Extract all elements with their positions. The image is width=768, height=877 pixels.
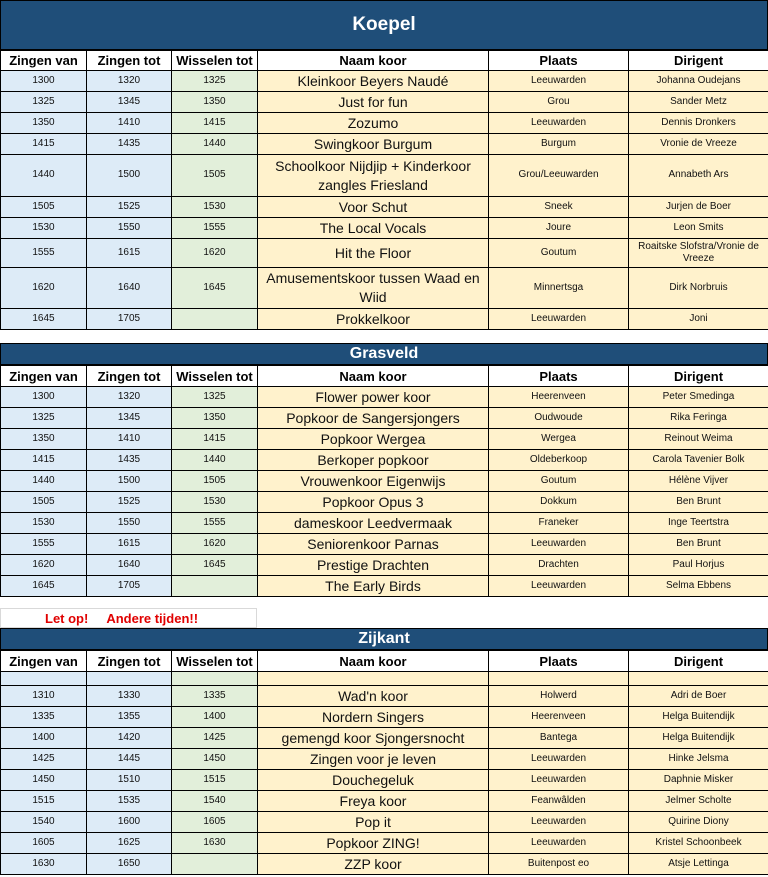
conductor-cell: Helga Buitendijk bbox=[629, 707, 768, 728]
section-grasveld bbox=[0, 343, 768, 597]
choir-name-cell: Pop it bbox=[258, 812, 489, 833]
conductor-cell: Joni bbox=[629, 309, 768, 330]
location-cell: Leeuwarden bbox=[489, 812, 629, 833]
end-time-cell: 1535 bbox=[87, 791, 172, 812]
table-row bbox=[1, 812, 768, 833]
start-time-cell: 1440 bbox=[1, 155, 87, 197]
choir-name-cell: Vrouwenkoor Eigenwijs bbox=[258, 471, 489, 492]
end-time-cell bbox=[87, 672, 172, 686]
header-row bbox=[1, 366, 768, 387]
choir-name-cell: ZZP koor bbox=[258, 854, 489, 875]
conductor-cell: Carola Tavenier Bolk bbox=[629, 450, 768, 471]
table-row bbox=[1, 387, 768, 408]
end-time-cell: 1705 bbox=[87, 576, 172, 597]
switch-time-cell: 1440 bbox=[172, 450, 258, 471]
choir-name-cell: Popkoor Opus 3 bbox=[258, 492, 489, 513]
column-header: Plaats bbox=[489, 51, 629, 71]
conductor-cell: Jelmer Scholte bbox=[629, 791, 768, 812]
location-cell: Leeuwarden bbox=[489, 749, 629, 770]
start-time-cell: 1400 bbox=[1, 728, 87, 749]
end-time-cell: 1640 bbox=[87, 268, 172, 309]
location-cell: Minnertsga bbox=[489, 268, 629, 309]
conductor-cell: Roaitske Slofstra/Vronie de Vreeze bbox=[629, 239, 768, 268]
table-row bbox=[1, 450, 768, 471]
switch-time-cell: 1440 bbox=[172, 134, 258, 155]
location-cell: Grou/Leeuwarden bbox=[489, 155, 629, 197]
conductor-cell: Ben Brunt bbox=[629, 492, 768, 513]
end-time-cell: 1420 bbox=[87, 728, 172, 749]
conductor-cell: Jurjen de Boer bbox=[629, 197, 768, 218]
conductor-cell: Dirk Norbruis bbox=[629, 268, 768, 309]
conductor-cell: Paul Horjus bbox=[629, 555, 768, 576]
column-header: Plaats bbox=[489, 366, 629, 387]
conductor-cell: Reinout Weima bbox=[629, 429, 768, 450]
location-cell: Goutum bbox=[489, 471, 629, 492]
end-time-cell: 1410 bbox=[87, 429, 172, 450]
schedule-table bbox=[0, 365, 768, 597]
switch-time-cell: 1555 bbox=[172, 218, 258, 239]
conductor-cell: Inge Teertstra bbox=[629, 513, 768, 534]
choir-name-cell: Popkoor Wergea bbox=[258, 429, 489, 450]
location-cell: Leeuwarden bbox=[489, 113, 629, 134]
start-time-cell: 1605 bbox=[1, 833, 87, 854]
start-time-cell: 1300 bbox=[1, 387, 87, 408]
start-time-cell: 1425 bbox=[1, 749, 87, 770]
location-cell: Feanwâlden bbox=[489, 791, 629, 812]
section-koepel bbox=[0, 0, 768, 330]
end-time-cell: 1355 bbox=[87, 707, 172, 728]
location-cell bbox=[489, 672, 629, 686]
choir-name-cell: Flower power koor bbox=[258, 387, 489, 408]
location-cell: Grou bbox=[489, 92, 629, 113]
choir-name-cell: Prestige Drachten bbox=[258, 555, 489, 576]
location-cell: Leeuwarden bbox=[489, 309, 629, 330]
switch-time-cell: 1325 bbox=[172, 71, 258, 92]
table-row bbox=[1, 113, 768, 134]
table-row bbox=[1, 749, 768, 770]
choir-name-cell: Nordern Singers bbox=[258, 707, 489, 728]
conductor-cell: Peter Smedinga bbox=[629, 387, 768, 408]
end-time-cell: 1705 bbox=[87, 309, 172, 330]
switch-time-cell: 1530 bbox=[172, 492, 258, 513]
conductor-cell: Hélène Vijver bbox=[629, 471, 768, 492]
choir-name-cell: Schoolkoor Nijdjip + Kinderkoor zangles Friesland bbox=[258, 155, 489, 197]
start-time-cell: 1620 bbox=[1, 268, 87, 309]
section-zijkant bbox=[0, 628, 768, 875]
start-time-cell: 1440 bbox=[1, 471, 87, 492]
end-time-cell: 1410 bbox=[87, 113, 172, 134]
start-time-cell: 1645 bbox=[1, 576, 87, 597]
end-time-cell: 1445 bbox=[87, 749, 172, 770]
start-time-cell: 1335 bbox=[1, 707, 87, 728]
switch-time-cell: 1505 bbox=[172, 471, 258, 492]
conductor-cell: Annabeth Ars bbox=[629, 155, 768, 197]
location-cell: Leeuwarden bbox=[489, 770, 629, 791]
conductor-cell: Ben Brunt bbox=[629, 534, 768, 555]
choir-name-cell: The Local Vocals bbox=[258, 218, 489, 239]
choir-name-cell: Popkoor ZING! bbox=[258, 833, 489, 854]
table-row bbox=[1, 534, 768, 555]
start-time-cell: 1310 bbox=[1, 686, 87, 707]
column-header: Zingen van bbox=[1, 651, 87, 672]
choir-name-cell: Wad'n koor bbox=[258, 686, 489, 707]
start-time-cell bbox=[1, 672, 87, 686]
end-time-cell: 1550 bbox=[87, 218, 172, 239]
start-time-cell: 1555 bbox=[1, 534, 87, 555]
switch-time-cell: 1400 bbox=[172, 707, 258, 728]
end-time-cell: 1650 bbox=[87, 854, 172, 875]
location-cell: Joure bbox=[489, 218, 629, 239]
start-time-cell: 1325 bbox=[1, 408, 87, 429]
start-time-cell: 1515 bbox=[1, 791, 87, 812]
switch-time-cell: 1350 bbox=[172, 408, 258, 429]
start-time-cell: 1450 bbox=[1, 770, 87, 791]
location-cell: Dokkum bbox=[489, 492, 629, 513]
table-row bbox=[1, 854, 768, 875]
warning-label: Let op! bbox=[45, 610, 89, 626]
end-time-cell: 1345 bbox=[87, 408, 172, 429]
choir-name-cell: dameskoor Leedvermaak bbox=[258, 513, 489, 534]
conductor-cell: Quirine Diony bbox=[629, 812, 768, 833]
switch-time-cell: 1325 bbox=[172, 387, 258, 408]
start-time-cell: 1415 bbox=[1, 134, 87, 155]
column-header: Dirigent bbox=[629, 366, 768, 387]
switch-time-cell: 1350 bbox=[172, 92, 258, 113]
switch-time-cell: 1450 bbox=[172, 749, 258, 770]
location-cell: Leeuwarden bbox=[489, 576, 629, 597]
choir-name-cell bbox=[258, 672, 489, 686]
end-time-cell: 1320 bbox=[87, 387, 172, 408]
choir-name-cell: Seniorenkoor Parnas bbox=[258, 534, 489, 555]
end-time-cell: 1600 bbox=[87, 812, 172, 833]
switch-time-cell: 1515 bbox=[172, 770, 258, 791]
end-time-cell: 1510 bbox=[87, 770, 172, 791]
choir-name-cell: Hit the Floor bbox=[258, 239, 489, 268]
column-header: Plaats bbox=[489, 651, 629, 672]
location-cell: Goutum bbox=[489, 239, 629, 268]
start-time-cell: 1540 bbox=[1, 812, 87, 833]
start-time-cell: 1350 bbox=[1, 113, 87, 134]
location-cell: Leeuwarden bbox=[489, 833, 629, 854]
choir-name-cell: Freya koor bbox=[258, 791, 489, 812]
switch-time-cell: 1425 bbox=[172, 728, 258, 749]
end-time-cell: 1625 bbox=[87, 833, 172, 854]
choir-name-cell: Voor Schut bbox=[258, 197, 489, 218]
choir-name-cell: Kleinkoor Beyers Naudé bbox=[258, 71, 489, 92]
choir-name-cell: Swingkoor Burgum bbox=[258, 134, 489, 155]
table-row bbox=[1, 309, 768, 330]
table-row bbox=[1, 71, 768, 92]
start-time-cell: 1505 bbox=[1, 197, 87, 218]
choir-name-cell: Just for fun bbox=[258, 92, 489, 113]
table-row bbox=[1, 576, 768, 597]
conductor-cell: Atsje Lettinga bbox=[629, 854, 768, 875]
switch-time-cell: 1415 bbox=[172, 113, 258, 134]
end-time-cell: 1640 bbox=[87, 555, 172, 576]
schedule-table bbox=[0, 650, 768, 875]
location-cell: Oldeberkoop bbox=[489, 450, 629, 471]
end-time-cell: 1615 bbox=[87, 534, 172, 555]
end-time-cell: 1525 bbox=[87, 492, 172, 513]
location-cell: Leeuwarden bbox=[489, 71, 629, 92]
table-row bbox=[1, 218, 768, 239]
start-time-cell: 1505 bbox=[1, 492, 87, 513]
location-cell: Leeuwarden bbox=[489, 534, 629, 555]
table-row bbox=[1, 492, 768, 513]
location-cell: Holwerd bbox=[489, 686, 629, 707]
switch-time-cell: 1645 bbox=[172, 268, 258, 309]
start-time-cell: 1325 bbox=[1, 92, 87, 113]
column-header: Zingen tot bbox=[87, 366, 172, 387]
section-title: Koepel bbox=[0, 0, 768, 50]
switch-time-cell bbox=[172, 576, 258, 597]
column-header: Wisselen tot bbox=[172, 651, 258, 672]
switch-time-cell: 1540 bbox=[172, 791, 258, 812]
conductor-cell: Kristel Schoonbeek bbox=[629, 833, 768, 854]
location-cell: Wergea bbox=[489, 429, 629, 450]
column-header: Wisselen tot bbox=[172, 366, 258, 387]
switch-time-cell: 1555 bbox=[172, 513, 258, 534]
switch-time-cell: 1630 bbox=[172, 833, 258, 854]
column-header: Zingen van bbox=[1, 366, 87, 387]
end-time-cell: 1525 bbox=[87, 197, 172, 218]
table-row bbox=[1, 471, 768, 492]
start-time-cell: 1630 bbox=[1, 854, 87, 875]
schedule-table bbox=[0, 50, 768, 330]
table-row bbox=[1, 555, 768, 576]
switch-time-cell: 1645 bbox=[172, 555, 258, 576]
table-row bbox=[1, 728, 768, 749]
column-header: Naam koor bbox=[258, 51, 489, 71]
choir-name-cell: gemengd koor Sjongersnocht bbox=[258, 728, 489, 749]
conductor-cell: Vronie de Vreeze bbox=[629, 134, 768, 155]
conductor-cell: Rika Feringa bbox=[629, 408, 768, 429]
end-time-cell: 1320 bbox=[87, 71, 172, 92]
section-title: Zijkant bbox=[0, 628, 768, 650]
column-header: Naam koor bbox=[258, 366, 489, 387]
conductor-cell: Leon Smits bbox=[629, 218, 768, 239]
choir-name-cell: The Early Birds bbox=[258, 576, 489, 597]
end-time-cell: 1330 bbox=[87, 686, 172, 707]
start-time-cell: 1300 bbox=[1, 71, 87, 92]
table-row bbox=[1, 155, 768, 197]
table-row bbox=[1, 707, 768, 728]
switch-time-cell: 1605 bbox=[172, 812, 258, 833]
switch-time-cell: 1620 bbox=[172, 534, 258, 555]
conductor-cell: Helga Buitendijk bbox=[629, 728, 768, 749]
schedule-warning-note bbox=[0, 608, 257, 628]
conductor-cell: Sander Metz bbox=[629, 92, 768, 113]
table-row bbox=[1, 408, 768, 429]
conductor-cell: Daphnie Misker bbox=[629, 770, 768, 791]
location-cell: Oudwoude bbox=[489, 408, 629, 429]
conductor-cell: Adri de Boer bbox=[629, 686, 768, 707]
conductor-cell: Hinke Jelsma bbox=[629, 749, 768, 770]
location-cell: Heerenveen bbox=[489, 707, 629, 728]
start-time-cell: 1555 bbox=[1, 239, 87, 268]
table-row bbox=[1, 672, 768, 686]
choir-name-cell: Zozumo bbox=[258, 113, 489, 134]
location-cell: Buitenpost eo bbox=[489, 854, 629, 875]
table-row bbox=[1, 268, 768, 309]
start-time-cell: 1415 bbox=[1, 450, 87, 471]
location-cell: Bantega bbox=[489, 728, 629, 749]
end-time-cell: 1435 bbox=[87, 450, 172, 471]
start-time-cell: 1350 bbox=[1, 429, 87, 450]
end-time-cell: 1500 bbox=[87, 155, 172, 197]
end-time-cell: 1550 bbox=[87, 513, 172, 534]
start-time-cell: 1620 bbox=[1, 555, 87, 576]
start-time-cell: 1530 bbox=[1, 513, 87, 534]
table-row bbox=[1, 770, 768, 791]
location-cell: Burgum bbox=[489, 134, 629, 155]
switch-time-cell: 1530 bbox=[172, 197, 258, 218]
warning-text: Andere tijden!! bbox=[106, 610, 199, 626]
switch-time-cell: 1415 bbox=[172, 429, 258, 450]
choir-name-cell: Zingen voor je leven bbox=[258, 749, 489, 770]
table-row bbox=[1, 833, 768, 854]
switch-time-cell bbox=[172, 309, 258, 330]
table-row bbox=[1, 791, 768, 812]
start-time-cell: 1645 bbox=[1, 309, 87, 330]
table-row bbox=[1, 429, 768, 450]
end-time-cell: 1345 bbox=[87, 92, 172, 113]
conductor-cell: Dennis Dronkers bbox=[629, 113, 768, 134]
column-header: Zingen tot bbox=[87, 51, 172, 71]
column-header: Zingen tot bbox=[87, 651, 172, 672]
header-row bbox=[1, 51, 768, 71]
table-row bbox=[1, 686, 768, 707]
location-cell: Heerenveen bbox=[489, 387, 629, 408]
start-time-cell: 1530 bbox=[1, 218, 87, 239]
choir-name-cell: Popkoor de Sangersjongers bbox=[258, 408, 489, 429]
header-row bbox=[1, 651, 768, 672]
switch-time-cell bbox=[172, 854, 258, 875]
switch-time-cell: 1505 bbox=[172, 155, 258, 197]
choir-name-cell: Prokkelkoor bbox=[258, 309, 489, 330]
location-cell: Sneek bbox=[489, 197, 629, 218]
table-row bbox=[1, 239, 768, 268]
switch-time-cell: 1335 bbox=[172, 686, 258, 707]
choir-name-cell: Berkoper popkoor bbox=[258, 450, 489, 471]
end-time-cell: 1500 bbox=[87, 471, 172, 492]
table-row bbox=[1, 513, 768, 534]
conductor-cell: Selma Ebbens bbox=[629, 576, 768, 597]
conductor-cell: Johanna Oudejans bbox=[629, 71, 768, 92]
column-header: Dirigent bbox=[629, 51, 768, 71]
conductor-cell bbox=[629, 672, 768, 686]
location-cell: Franeker bbox=[489, 513, 629, 534]
column-header: Dirigent bbox=[629, 651, 768, 672]
switch-time-cell: 1620 bbox=[172, 239, 258, 268]
end-time-cell: 1435 bbox=[87, 134, 172, 155]
table-row bbox=[1, 134, 768, 155]
choir-name-cell: Douchegeluk bbox=[258, 770, 489, 791]
column-header: Zingen van bbox=[1, 51, 87, 71]
column-header: Wisselen tot bbox=[172, 51, 258, 71]
end-time-cell: 1615 bbox=[87, 239, 172, 268]
section-title: Grasveld bbox=[0, 343, 768, 365]
switch-time-cell bbox=[172, 672, 258, 686]
table-row bbox=[1, 197, 768, 218]
choir-name-cell: Amusementskoor tussen Waad en Wiid bbox=[258, 268, 489, 309]
column-header: Naam koor bbox=[258, 651, 489, 672]
table-row bbox=[1, 92, 768, 113]
location-cell: Drachten bbox=[489, 555, 629, 576]
